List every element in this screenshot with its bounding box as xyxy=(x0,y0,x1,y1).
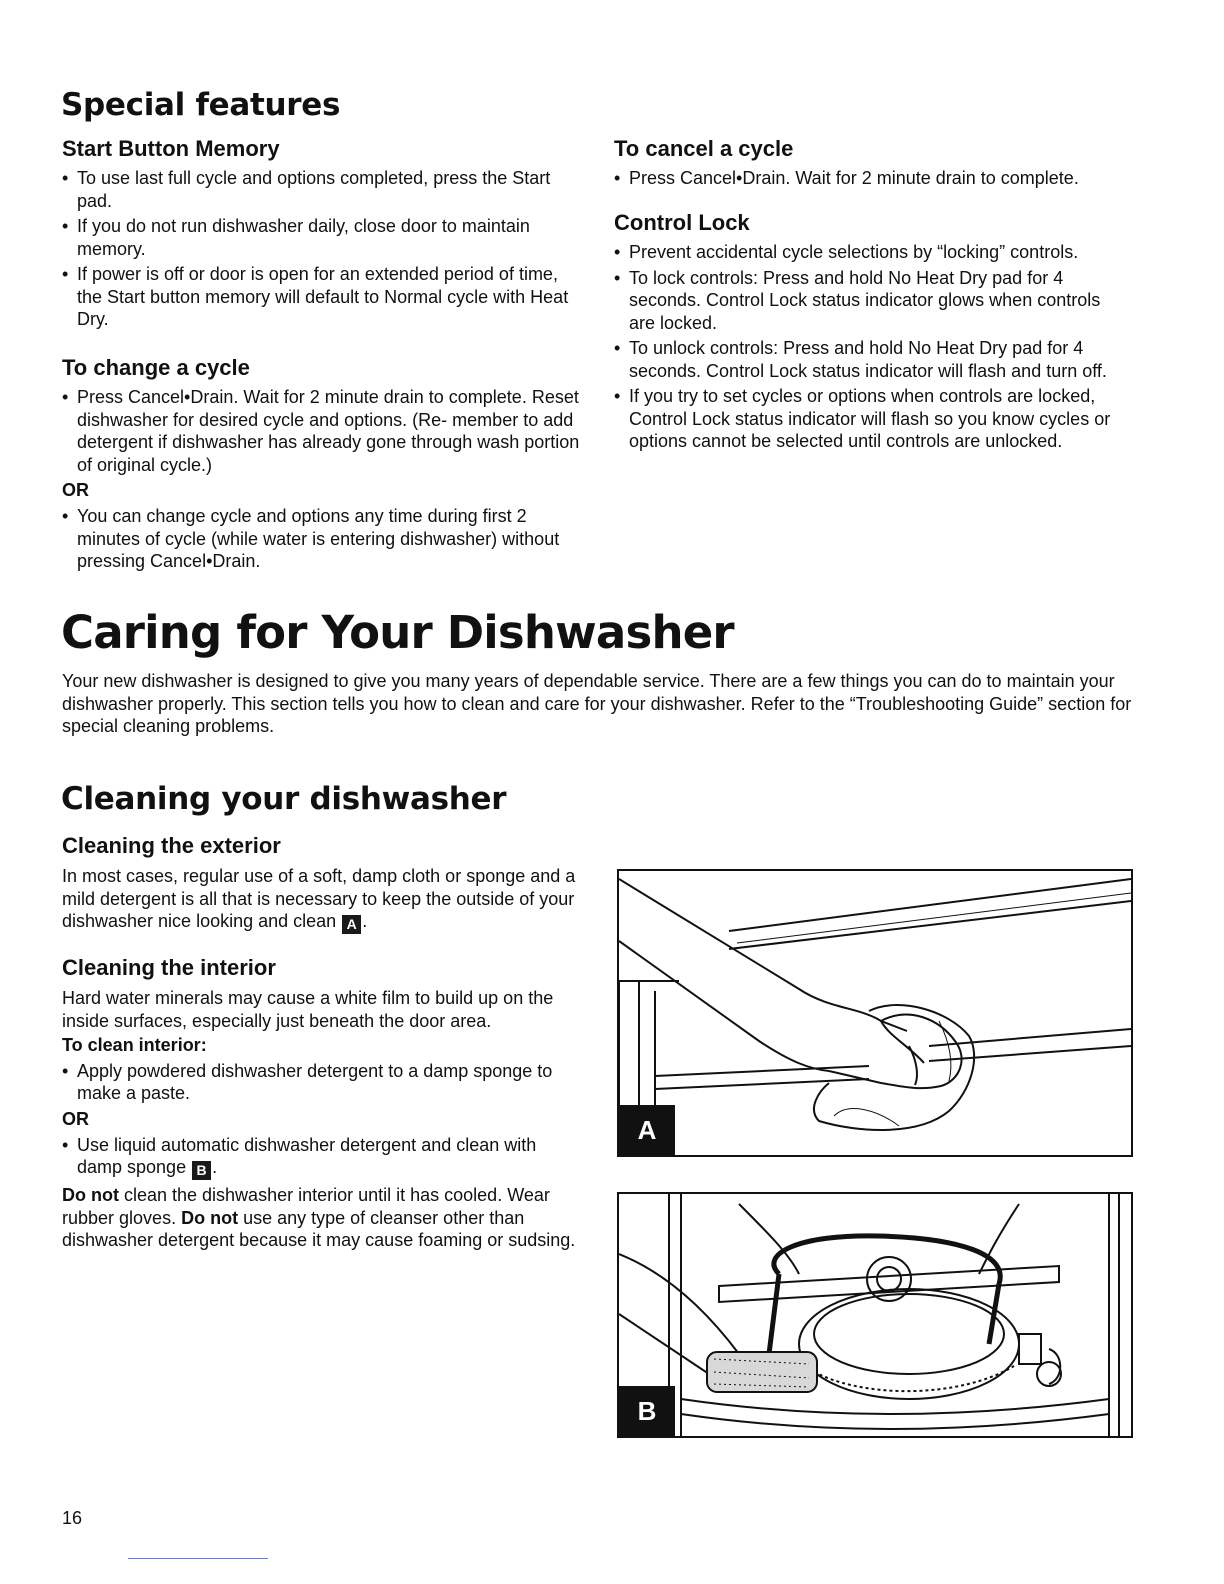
cancel-cycle-block xyxy=(614,136,1130,193)
figure-a-ref-badge: A xyxy=(342,915,361,934)
heading-control-lock: Control Lock xyxy=(614,210,750,235)
cleaning-interior-block xyxy=(62,955,584,1252)
page-number: 16 xyxy=(62,1508,83,1528)
warning-bold-2: Do not xyxy=(181,1207,239,1228)
list-item: • Press Cancel•Drain. Wait for 2 minute drain to complete. xyxy=(614,167,1130,190)
change-cycle-block xyxy=(62,355,584,576)
figure-a-label: A xyxy=(619,1105,675,1155)
caring-intro: Your new dishwasher is designed to give you many years of dependable service. There are a few things you can do to maintain your dishwasher properly. This section tells you how to clean and care for your dishwasher. Refer to the “Troubleshooting Guide” section for special cleaning problems. xyxy=(62,671,1132,736)
control-lock-block xyxy=(614,210,1130,456)
cleaning-exterior-text xyxy=(62,865,584,934)
list-item: • If you try to set cycles or options when controls are locked, Control Lock status indicator will flash so you know cycles or options cannot be selected until controls are unlocked. xyxy=(614,385,1130,453)
figure-b-illustration xyxy=(617,1192,1133,1438)
list-item: • You can change cycle and options any time during first 2 minutes of cycle (while water is entering dishwasher) without pressing Cancel•Drain. xyxy=(62,505,584,573)
heading-cancel-cycle: To cancel a cycle xyxy=(614,136,794,161)
list-item: • To use last full cycle and options completed, press the Start pad. xyxy=(62,167,584,212)
figure-b-label: B xyxy=(619,1386,675,1436)
bullet2-text: Use liquid automatic dishwasher detergent and clean with damp sponge xyxy=(77,1134,537,1178)
section-title-cleaning: Cleaning your dishwasher xyxy=(61,781,507,817)
heading-cleaning-interior: Cleaning the interior xyxy=(62,955,276,980)
cancel-cycle-list xyxy=(614,167,1130,190)
start-memory-list xyxy=(62,167,584,331)
control-lock-list xyxy=(614,241,1130,453)
start-button-memory-block xyxy=(62,136,584,334)
bullet2-end: . xyxy=(212,1157,218,1178)
list-item: • To unlock controls: Press and hold No Heat Dry pad for 4 seconds. Control Lock status indicator will flash and turn off. xyxy=(614,337,1130,382)
figure-a-illustration xyxy=(617,869,1133,1157)
list-item: • Press Cancel•Drain. Wait for 2 minute drain to complete. Reset dishwasher for desired cycle and options. (Re- member to add detergent if dishwasher has already gone through wash portion of original cycle.) xyxy=(62,386,584,476)
list-item: • Apply powdered dishwasher detergent to a damp sponge to make a paste. xyxy=(62,1060,584,1105)
heading-cleaning-exterior: Cleaning the exterior xyxy=(62,833,281,858)
list-item: • If you do not run dishwasher daily, close door to maintain memory. xyxy=(62,215,584,260)
interior-warning xyxy=(62,1184,584,1252)
page-title-caring: Caring for Your Dishwasher xyxy=(61,606,734,659)
interior-cleaning-illustration xyxy=(619,1194,1131,1436)
list-item: • If power is off or door is open for an extended period of time, the Start button memory will default to Normal cycle with Heat Dry. xyxy=(62,263,584,331)
heading-start-button-memory: Start Button Memory xyxy=(62,136,280,161)
cleaning-interior-text: Hard water minerals may cause a white film to build up on the inside surfaces, especially just beneath the door area. xyxy=(62,988,554,1031)
figure-b-ref-badge: B xyxy=(192,1161,211,1180)
wiping-exterior-illustration xyxy=(619,871,1131,1155)
or-label: OR xyxy=(62,1108,89,1129)
or-label: OR xyxy=(62,480,89,501)
footer-divider xyxy=(128,1558,268,1559)
interior-list-1 xyxy=(62,1060,584,1105)
section-title-special-features: Special features xyxy=(61,87,341,123)
heading-change-cycle: To change a cycle xyxy=(62,355,250,380)
exterior-text: In most cases, regular use of a soft, damp cloth or sponge and a mild detergent is all that is necessary to keep the outside of your dishwasher nice looking and clean xyxy=(62,866,576,932)
to-clean-interior-label: To clean interior: xyxy=(62,1035,207,1056)
warning-text-1: clean the dishwasher interior until it has cooled. Wear rubber gloves. xyxy=(62,1185,550,1228)
warning-bold-1: Do not xyxy=(62,1185,119,1206)
list-item: • Prevent accidental cycle selections by “locking” controls. xyxy=(614,241,1130,264)
change-cycle-list xyxy=(62,386,584,476)
interior-list-2 xyxy=(62,1134,584,1181)
change-cycle-list-2 xyxy=(62,505,584,573)
exterior-end: . xyxy=(362,911,368,932)
list-item xyxy=(62,1134,584,1181)
cleaning-exterior-block xyxy=(62,833,584,934)
list-item: • To lock controls: Press and hold No Heat Dry pad for 4 seconds. Control Lock status indicator glows when controls are locked. xyxy=(614,267,1130,335)
warning-text-2: use any type of cleanser other than dishwasher detergent because it may cause foaming or sudsing. xyxy=(62,1207,576,1251)
